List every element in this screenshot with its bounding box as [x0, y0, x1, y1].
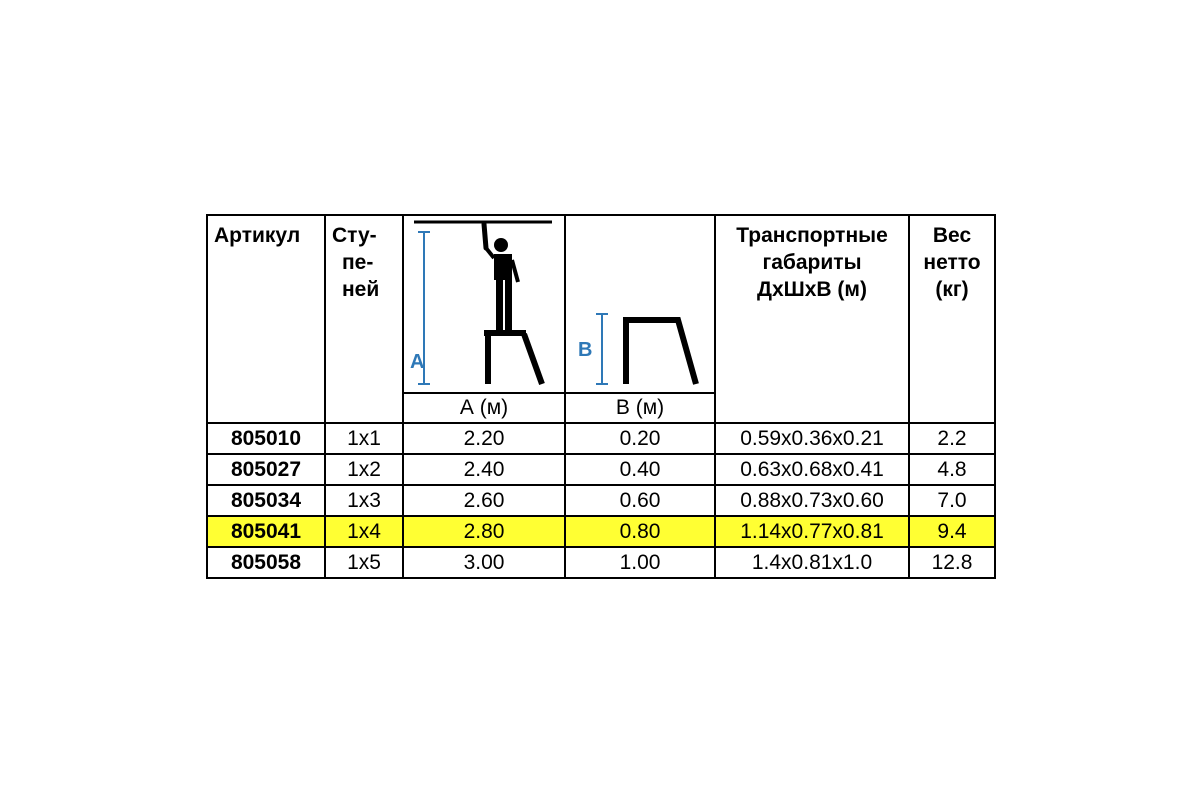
cell-transport: 0.63x0.68x0.41	[715, 454, 909, 485]
cell-b: 0.20	[565, 423, 715, 454]
cell-a: 2.40	[403, 454, 565, 485]
header-article-label: Артикул	[214, 224, 301, 247]
ladder-spec-table	[206, 214, 996, 579]
figure-b-cell	[565, 215, 715, 393]
header-transport	[715, 215, 909, 423]
table-row	[207, 485, 995, 516]
cell-a: 2.20	[403, 423, 565, 454]
marker-a-label: A	[410, 351, 425, 373]
ladder-height-illustration	[566, 216, 714, 392]
table-row	[207, 423, 995, 454]
cell-transport: 0.88x0.73x0.60	[715, 485, 909, 516]
cell-article: 805010	[207, 423, 325, 454]
header-a-unit: А (м)	[403, 393, 565, 423]
cell-b: 1.00	[565, 547, 715, 578]
header-weight-line-1: Вес	[932, 224, 972, 247]
header-b-unit: В (м)	[565, 393, 715, 423]
header-article	[207, 215, 325, 423]
header-transport-line-2: габариты	[762, 251, 862, 274]
header-steps-line-2: пе-	[342, 251, 374, 274]
cell-a: 3.00	[403, 547, 565, 578]
header-weight-line-2: нетто	[923, 251, 981, 274]
cell-transport: 0.59x0.36x0.21	[715, 423, 909, 454]
cell-article: 805058	[207, 547, 325, 578]
header-transport-line-3: ДхШхВ (м)	[757, 278, 867, 301]
cell-steps: 1x2	[325, 454, 403, 485]
header-weight-line-3: (кг)	[935, 278, 969, 301]
header-transport-line-1: Транспортные	[736, 224, 888, 247]
cell-article: 805041	[207, 516, 325, 547]
cell-weight: 9.4	[909, 516, 995, 547]
cell-steps: 1x4	[325, 516, 403, 547]
header-weight	[909, 215, 995, 423]
header-steps-line-3: ней	[342, 278, 380, 301]
cell-transport: 1.4x0.81x1.0	[715, 547, 909, 578]
cell-a: 2.80	[403, 516, 565, 547]
cell-weight: 7.0	[909, 485, 995, 516]
header-row	[207, 215, 995, 393]
table-row	[207, 547, 995, 578]
cell-weight: 4.8	[909, 454, 995, 485]
table-row-highlighted	[207, 516, 995, 547]
figure-a-cell	[403, 215, 565, 393]
cell-b: 0.80	[565, 516, 715, 547]
header-steps-line-1: Сту-	[332, 224, 377, 247]
cell-steps: 1x5	[325, 547, 403, 578]
marker-b-label: B	[578, 339, 593, 361]
cell-a: 2.60	[403, 485, 565, 516]
cell-weight: 2.2	[909, 423, 995, 454]
cell-steps: 1x3	[325, 485, 403, 516]
cell-weight: 12.8	[909, 547, 995, 578]
table-row	[207, 454, 995, 485]
cell-article: 805027	[207, 454, 325, 485]
person-on-ladder-illustration	[404, 216, 564, 392]
cell-article: 805034	[207, 485, 325, 516]
cell-steps: 1x1	[325, 423, 403, 454]
cell-b: 0.40	[565, 454, 715, 485]
header-steps	[325, 215, 403, 423]
cell-b: 0.60	[565, 485, 715, 516]
cell-transport: 1.14x0.77x0.81	[715, 516, 909, 547]
